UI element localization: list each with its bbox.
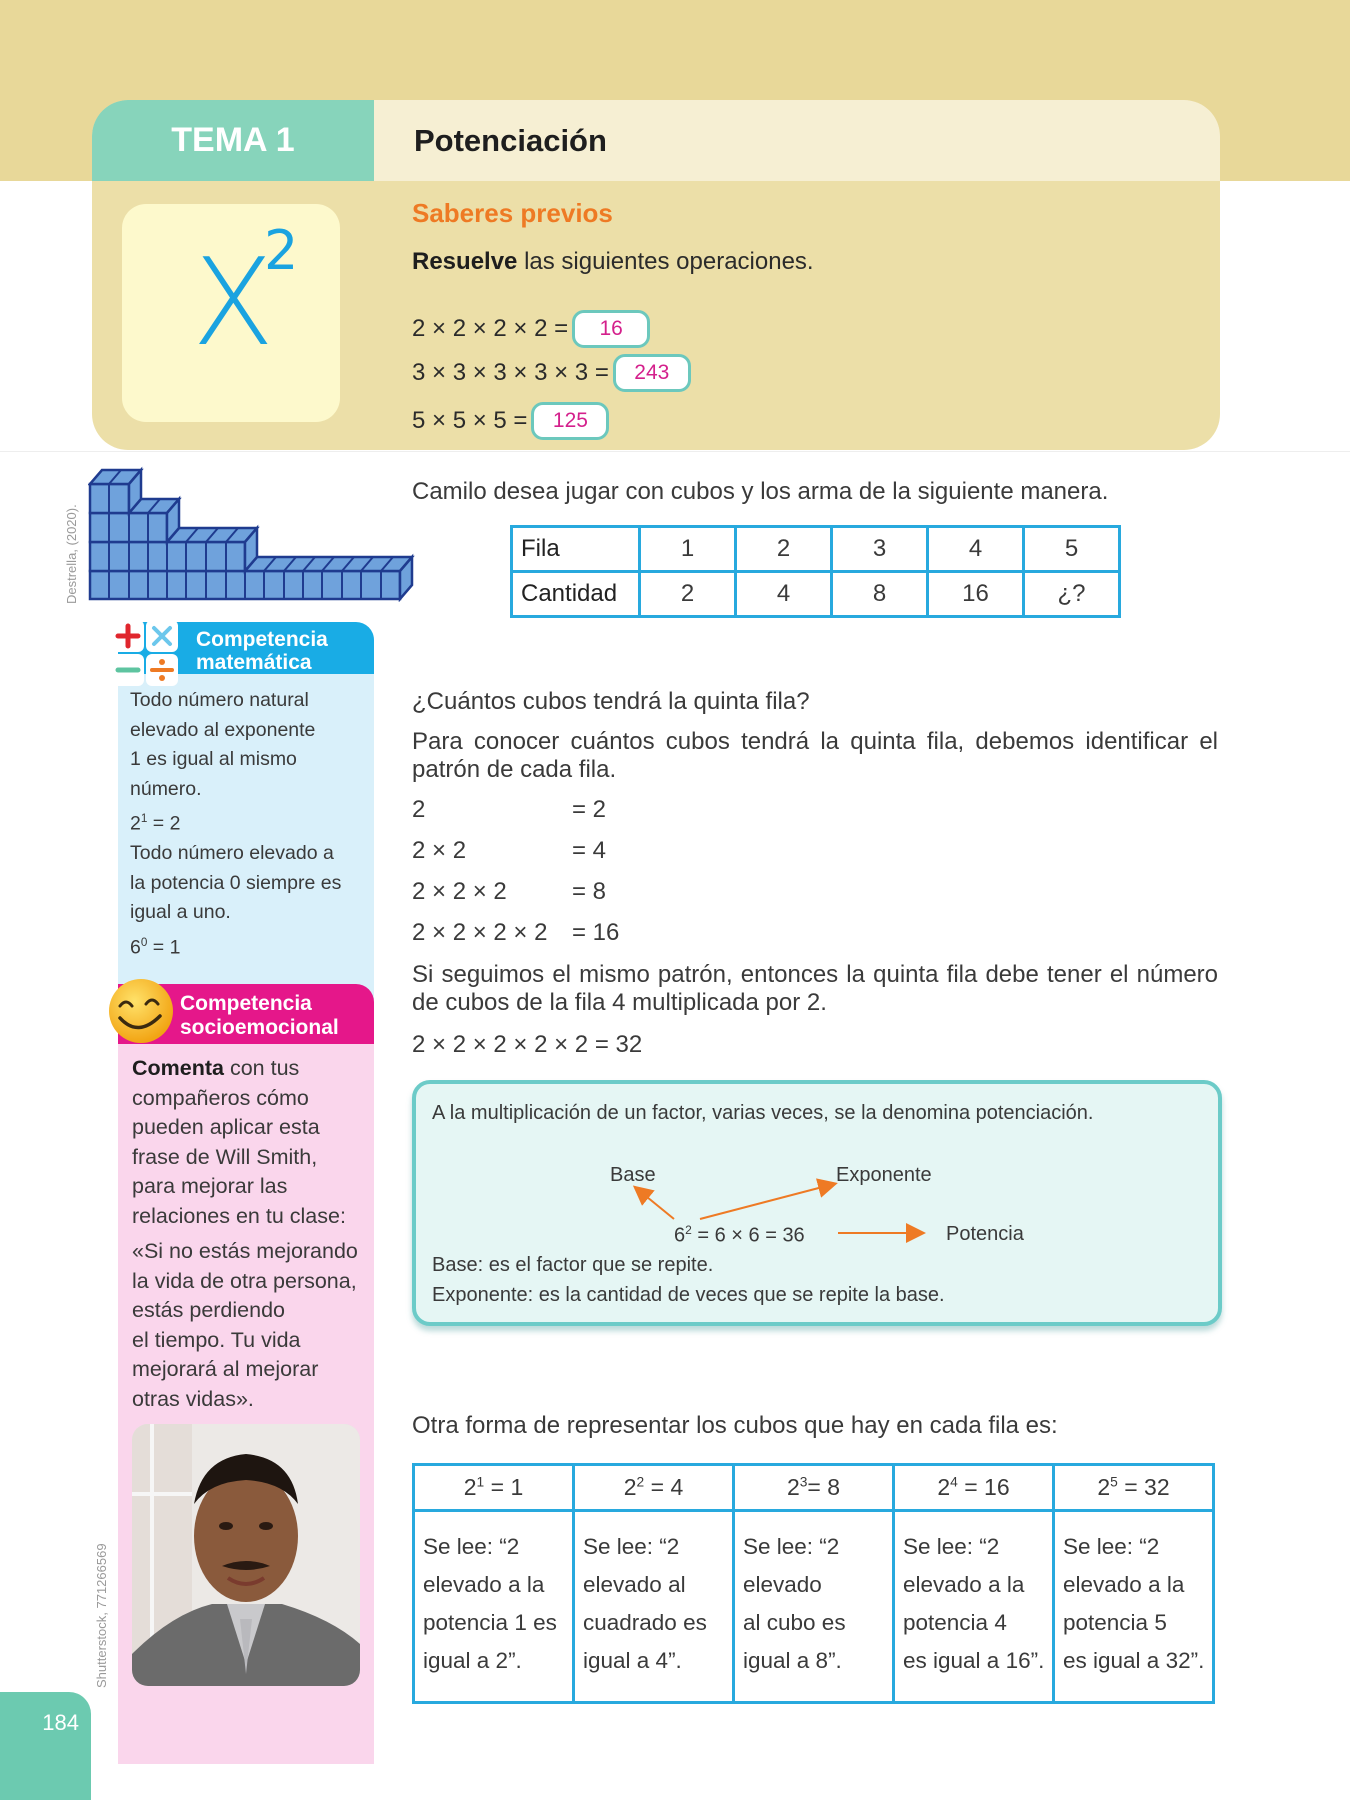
base: 2: [463, 1474, 477, 1500]
table-cell: 16: [928, 572, 1024, 617]
base: 2: [937, 1474, 951, 1500]
body-line: relaciones en tu clase:: [132, 1203, 346, 1228]
table-cell: 8: [832, 572, 928, 617]
x-squared-icon: [122, 204, 340, 422]
reading-line: Se lee: “2: [423, 1534, 520, 1559]
competencia-socioemocional-box: [118, 984, 374, 1764]
comenta-bold: Comenta: [132, 1056, 224, 1080]
result: = 16: [957, 1474, 1010, 1500]
pattern-row: [412, 919, 619, 947]
reading-cell: [734, 1511, 894, 1703]
pattern-left: 2: [412, 796, 426, 823]
competencia-matematica-box: [118, 622, 374, 1016]
operation-row: [412, 310, 650, 348]
intro-text: Camilo desea jugar con cubos y los arma de la siguiente manera.: [412, 478, 1109, 505]
exponent: 1: [476, 1474, 485, 1490]
result: = 6 × 6 = 36: [691, 1224, 805, 1247]
reading-cell: [574, 1511, 734, 1703]
divider: [0, 451, 1350, 452]
header-card: [92, 100, 1220, 450]
exponent-definition: Exponente: es la cantidad de veces que se repite la base.: [432, 1284, 945, 1306]
exponent: 0: [140, 935, 148, 949]
pattern-right: = 8: [572, 878, 607, 905]
quote-line: la vida de otra persona,: [132, 1268, 357, 1293]
result: = 2: [147, 812, 181, 835]
body-line: número.: [130, 777, 202, 800]
answer-box[interactable]: 125: [531, 402, 609, 440]
text: con tus: [223, 1056, 300, 1080]
reading-line: elevado: [743, 1572, 822, 1597]
result: = 8: [807, 1474, 841, 1500]
reading-line: igual a 4”.: [583, 1648, 682, 1673]
row-label: Cantidad: [512, 572, 640, 617]
pattern-row: [412, 878, 606, 906]
exponent: 1: [140, 812, 148, 825]
operation-row: [412, 402, 609, 440]
table-cell: 3: [832, 527, 928, 572]
reading-cell: [894, 1511, 1054, 1703]
other-form-text: Otra forma de representar los cubos que hay en cada fila es:: [412, 1412, 1058, 1439]
reading-line: Se lee: “2: [1063, 1534, 1160, 1559]
portrait-icon: [132, 1424, 360, 1686]
tema-label: TEMA 1: [92, 100, 374, 181]
reading-line: potencia 5: [1063, 1610, 1167, 1635]
competencia-matematica-body: [118, 674, 374, 1016]
title-line: socioemocional: [180, 1016, 339, 1039]
base: 6: [130, 936, 141, 958]
body-line: para mejorar las: [132, 1174, 288, 1198]
label-exponent: Exponente: [836, 1164, 932, 1186]
paragraph-line: Para conocer cuántos cubos tendrá la quinta fila, debemos identificar el: [412, 728, 1218, 755]
reading-cell: [1054, 1511, 1214, 1703]
will-smith-photo: [132, 1424, 360, 1686]
pattern-left: 2 × 2 × 2 × 2: [412, 919, 548, 946]
base-definition: Base: es el factor que se repite.: [432, 1254, 714, 1276]
power-cell: [734, 1465, 894, 1511]
body-line: frase de Will Smith,: [132, 1144, 318, 1169]
power-cell: [1054, 1465, 1214, 1511]
table-cell: 4: [736, 572, 832, 617]
table-row: [414, 1511, 1214, 1703]
result: = 32: [1117, 1474, 1170, 1500]
result-equation: 2 × 2 × 2 × 2 × 2 = 32: [412, 1031, 643, 1058]
paragraph-line: Si seguimos el mismo patrón, entonces la quinta fila debe tener el número: [412, 961, 1218, 988]
body-line: Todo número natural: [130, 689, 309, 711]
base: 2: [130, 812, 141, 835]
base: 2: [623, 1474, 637, 1500]
paragraph-line: de cubos de la fila 4 multiplicada por 2.: [412, 989, 827, 1016]
reading-cell: [414, 1511, 574, 1703]
quote-line: mejorará al mejorar: [132, 1357, 319, 1381]
base: 6: [674, 1224, 686, 1247]
reading-line: cuadrado es: [583, 1610, 707, 1635]
label-base: Base: [610, 1164, 656, 1186]
pattern-row: [412, 796, 606, 824]
table-row: [512, 527, 1120, 572]
reading-line: elevado a la: [1063, 1572, 1185, 1597]
page-title: Potenciación: [374, 100, 1220, 181]
cubes-credit: Destrella, (2020).: [64, 504, 79, 604]
operation-row: [412, 354, 691, 392]
math-operations-icon: [110, 618, 180, 688]
label-potencia: Potencia: [946, 1223, 1024, 1245]
competencia-socioemocional-body: [118, 1044, 374, 1764]
reading-line: es igual a 32”.: [1063, 1648, 1205, 1673]
reading-line: Se lee: “2: [583, 1534, 680, 1559]
pattern-right: = 2: [572, 796, 607, 823]
body-line: Todo número elevado a: [130, 842, 334, 864]
body-line: elevado al exponente: [130, 718, 316, 741]
definition-text: A la multiplicación de un factor, varias veces, se la denomina potenciación.: [432, 1102, 1094, 1124]
power-cell: [894, 1465, 1054, 1511]
exponent: 5: [1110, 1474, 1118, 1490]
definition-box: [412, 1080, 1222, 1326]
reading-line: potencia 1 es: [423, 1610, 557, 1635]
reading-line: elevado al: [583, 1572, 686, 1597]
reading-line: igual a 8”.: [743, 1648, 842, 1673]
base: 2: [786, 1474, 800, 1500]
operation-expression: 3 × 3 × 3 × 3 × 3 =: [412, 359, 609, 386]
body-line: pueden aplicar esta: [132, 1115, 320, 1139]
operation-expression: 5 × 5 × 5 =: [412, 407, 528, 434]
reading-line: elevado a la: [423, 1572, 545, 1597]
exponent: 3: [799, 1474, 808, 1490]
photo-credit: Shutterstock, 771266569: [94, 1543, 109, 1688]
table-cell: 4: [928, 527, 1024, 572]
exponent: 2: [636, 1474, 645, 1490]
body-line: compañeros cómo: [132, 1085, 309, 1110]
instruction: [412, 248, 814, 276]
question: ¿Cuántos cubos tendrá la quinta fila?: [412, 688, 810, 715]
table-cell: 1: [640, 527, 736, 572]
result: = 1: [147, 936, 181, 958]
cubes-illustration-icon: [88, 466, 418, 602]
result: = 4: [644, 1474, 684, 1500]
title-line: matemática: [196, 651, 312, 674]
operation-expression: 2 × 2 × 2 × 2 =: [412, 315, 569, 342]
quote-line: otras vidas».: [132, 1386, 254, 1411]
powers-table: [412, 1463, 1215, 1704]
reading-line: Se lee: “2: [743, 1534, 840, 1559]
icon-base: X: [192, 234, 275, 373]
reading-line: Se lee: “2: [903, 1534, 1000, 1559]
power-cell: [414, 1465, 574, 1511]
row-label: Fila: [512, 527, 640, 572]
pattern-left: 2 × 2: [412, 837, 467, 864]
smiley-face-icon: [106, 976, 176, 1046]
body-line: [132, 1054, 366, 1084]
title-line: Competencia: [180, 992, 312, 1015]
power-cell: [574, 1465, 734, 1511]
body-line: la potencia 0 siempre es: [130, 871, 342, 894]
quote-line: el tiempo. Tu vida: [132, 1327, 301, 1352]
reading-line: igual a 2”.: [423, 1648, 522, 1673]
reading-line: es igual a 16”.: [903, 1648, 1045, 1673]
icon-exponent: 2: [264, 219, 299, 282]
table-cell: ¿?: [1024, 572, 1120, 617]
exponent: 4: [950, 1474, 958, 1490]
rows-table: [510, 525, 1121, 618]
reading-line: potencia 4: [903, 1610, 1007, 1635]
title-line: Competencia: [196, 628, 328, 651]
saberes-previos-heading: Saberes previos: [412, 198, 613, 228]
quote-line: «Si no estás mejorando: [132, 1239, 358, 1263]
paragraph-line: patrón de cada fila.: [412, 756, 617, 783]
page-number: 184: [0, 1692, 91, 1800]
result: = 1: [484, 1474, 524, 1500]
reading-line: elevado a la: [903, 1572, 1025, 1597]
quote-line: estás perdiendo: [132, 1298, 285, 1322]
base: 2: [1097, 1474, 1111, 1500]
example-power-1: [130, 804, 364, 839]
table-row: [414, 1465, 1214, 1511]
pattern-right: = 16: [572, 919, 620, 946]
example-power-0: [130, 928, 364, 963]
pattern-row: [412, 837, 606, 865]
answer-box[interactable]: 243: [613, 354, 691, 392]
answer-box[interactable]: 16: [572, 310, 650, 348]
exponent: 2: [685, 1223, 692, 1237]
pattern-right: = 4: [572, 837, 607, 864]
table-cell: 2: [640, 572, 736, 617]
body-line: 1 es igual al mismo: [130, 748, 297, 770]
table-row: [512, 572, 1120, 617]
table-cell: 2: [736, 527, 832, 572]
instruction-rest: las siguientes operaciones.: [517, 248, 814, 275]
body-line: igual a uno.: [130, 901, 231, 923]
instruction-bold: Resuelve: [412, 248, 518, 275]
table-cell: 5: [1024, 527, 1120, 572]
reading-line: al cubo es: [743, 1610, 846, 1635]
pattern-left: 2 × 2 × 2: [412, 878, 507, 905]
